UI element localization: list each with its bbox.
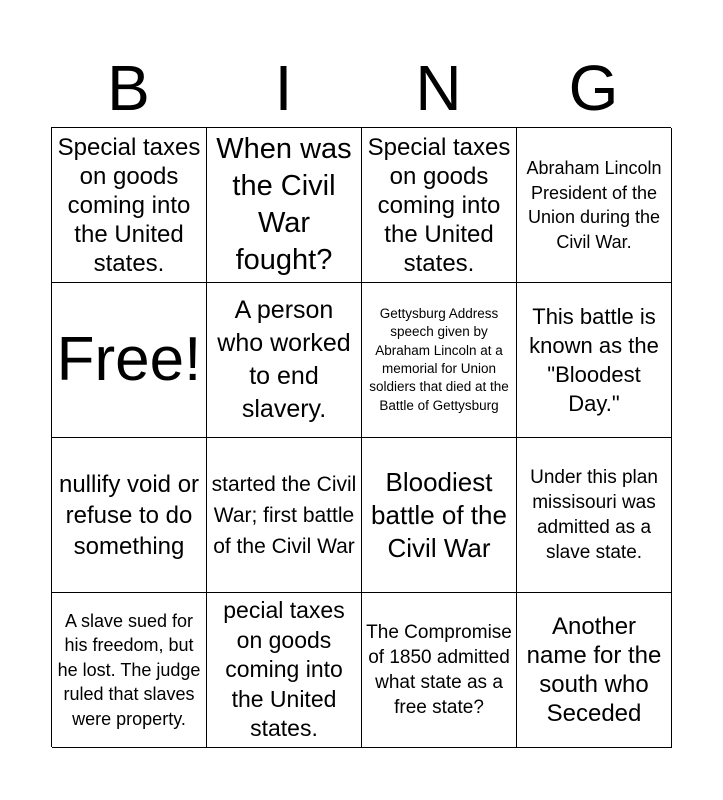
cell-text: pecial taxes on goods coming into the United states. <box>223 597 345 742</box>
bingo-cell[interactable] <box>52 128 207 283</box>
bingo-cell[interactable] <box>52 593 207 748</box>
bingo-cell[interactable] <box>207 438 362 593</box>
header-letter-g: G <box>568 52 619 124</box>
bingo-cell[interactable] <box>362 438 517 593</box>
cell-text: Gettysburg Address speech given by Abraham Lincoln at a memorial for Union soldiers that died at the Battle of Gettysburg <box>369 306 509 413</box>
cell-text: A person who worked to end slavery. <box>217 296 351 423</box>
bingo-cell[interactable] <box>517 283 672 438</box>
bingo-card-grid <box>51 127 671 747</box>
bingo-cell[interactable] <box>517 438 672 593</box>
bingo-cell[interactable] <box>362 128 517 283</box>
bingo-cell[interactable] <box>207 283 362 438</box>
cell-text: Under this plan missisouri was admitted as a slave state. <box>530 467 658 563</box>
bingo-cell[interactable] <box>207 128 362 283</box>
cell-text: When was the Civil War fought? <box>216 133 352 276</box>
bingo-cell-free[interactable] <box>52 283 207 438</box>
header-letter-n: N <box>415 52 462 124</box>
header-letter-i: I <box>274 52 293 124</box>
bingo-cell[interactable] <box>362 593 517 748</box>
cell-text: Bloodiest battle of the Civil War <box>371 466 507 563</box>
cell-text: A slave sued for his freedom, but he lost. The judge ruled that slaves were property. <box>57 610 201 729</box>
bingo-cell[interactable] <box>517 593 672 748</box>
cell-text: This battle is known as the "Bloodest Day." <box>529 304 659 416</box>
bingo-cell[interactable] <box>362 283 517 438</box>
header-letter-b: B <box>107 52 150 124</box>
bingo-header <box>51 48 671 128</box>
cell-text: started the Civil War; first battle of the Civil War <box>211 472 357 558</box>
bingo-cell[interactable] <box>517 128 672 283</box>
free-space-text: Free! <box>56 325 202 394</box>
bingo-cell[interactable] <box>207 593 362 748</box>
cell-text: Special taxes on goods coming into the United states. <box>367 133 511 277</box>
cell-text: Special taxes on goods coming into the United states. <box>57 133 201 277</box>
cell-text: Another name for the south who Seceded <box>526 613 662 727</box>
cell-text: The Compromise of 1850 admitted what state as a free state? <box>366 622 512 718</box>
bingo-cell[interactable] <box>52 438 207 593</box>
cell-text: nullify void or refuse to do something <box>58 470 200 560</box>
cell-text: Abraham Lincoln President of the Union during the Civil War. <box>526 158 662 252</box>
